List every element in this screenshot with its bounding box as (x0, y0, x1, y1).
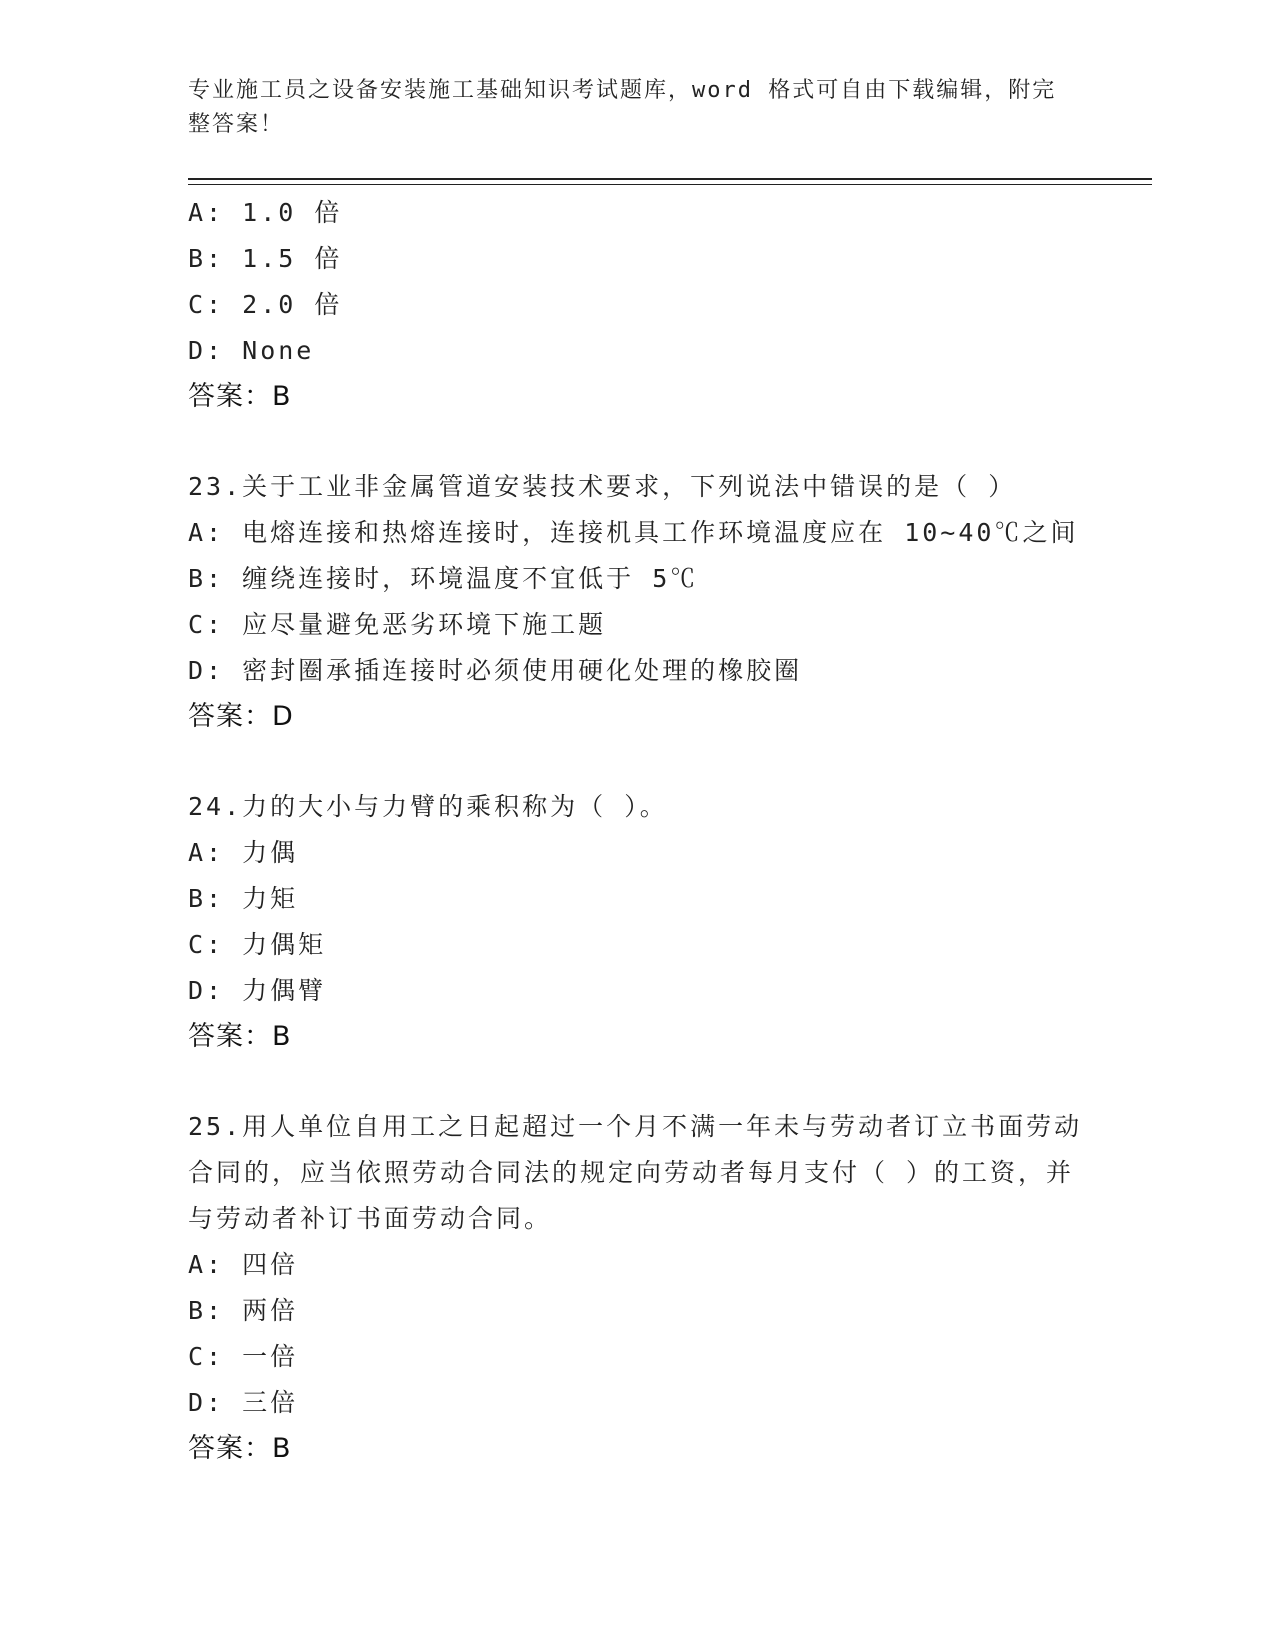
option-a: A: 四倍 (188, 1250, 299, 1279)
option-d: D: None (188, 336, 315, 365)
header-divider-thin (188, 184, 1152, 185)
question-stem: 25.用人单位自用工之日起超过一个月不满一年未与劳动者订立书面劳动合同的，应当依照劳动合同法的规定向劳动者每月支付（ ）的工资，并与劳动者补订书面劳动合同。 (188, 1112, 1083, 1233)
option-c: C: 应尽量避免恶劣环境下施工题 (188, 610, 607, 639)
option-d: D: 密封圈承插连接时必须使用硬化处理的橡胶圈 (188, 656, 803, 685)
answer-line: 答案：D (188, 701, 294, 732)
question-stem: 23.关于工业非金属管道安装技术要求，下列说法中错误的是（ ） (188, 472, 1017, 501)
question-24 (188, 784, 1088, 1060)
question-22-continued (188, 190, 1088, 420)
option-c: C: 2.0 倍 (188, 290, 343, 319)
question-list (188, 190, 1088, 1472)
option-a: A: 电熔连接和热熔连接时，连接机具工作环境温度应在 10~40℃之间 (188, 518, 1079, 547)
option-d: D: 力偶臂 (188, 976, 327, 1005)
option-b: B: 缠绕连接时，环境温度不宜低于 5℃ (188, 564, 699, 593)
option-c: C: 力偶矩 (188, 930, 327, 959)
option-b: B: 力矩 (188, 884, 299, 913)
answer-line: 答案：B (188, 1021, 292, 1052)
header-divider-thick (188, 178, 1152, 180)
option-a: A: 力偶 (188, 838, 299, 867)
question-25 (188, 1104, 1088, 1472)
option-c: C: 一倍 (188, 1342, 299, 1371)
option-a: A: 1.0 倍 (188, 198, 343, 227)
option-b: B: 1.5 倍 (188, 244, 343, 273)
question-stem: 24.力的大小与力臂的乘积称为（ ）。 (188, 792, 668, 821)
option-b: B: 两倍 (188, 1296, 299, 1325)
answer-line: 答案：B (188, 1433, 292, 1464)
document-header: 专业施工员之设备安装施工基础知识考试题库，word 格式可自由下载编辑，附完整答案！ (188, 78, 1057, 137)
spacer (188, 1060, 1088, 1104)
question-23 (188, 464, 1088, 740)
spacer (188, 420, 1088, 464)
option-d: D: 三倍 (188, 1388, 299, 1417)
spacer (188, 740, 1088, 784)
answer-line: 答案：B (188, 381, 292, 412)
